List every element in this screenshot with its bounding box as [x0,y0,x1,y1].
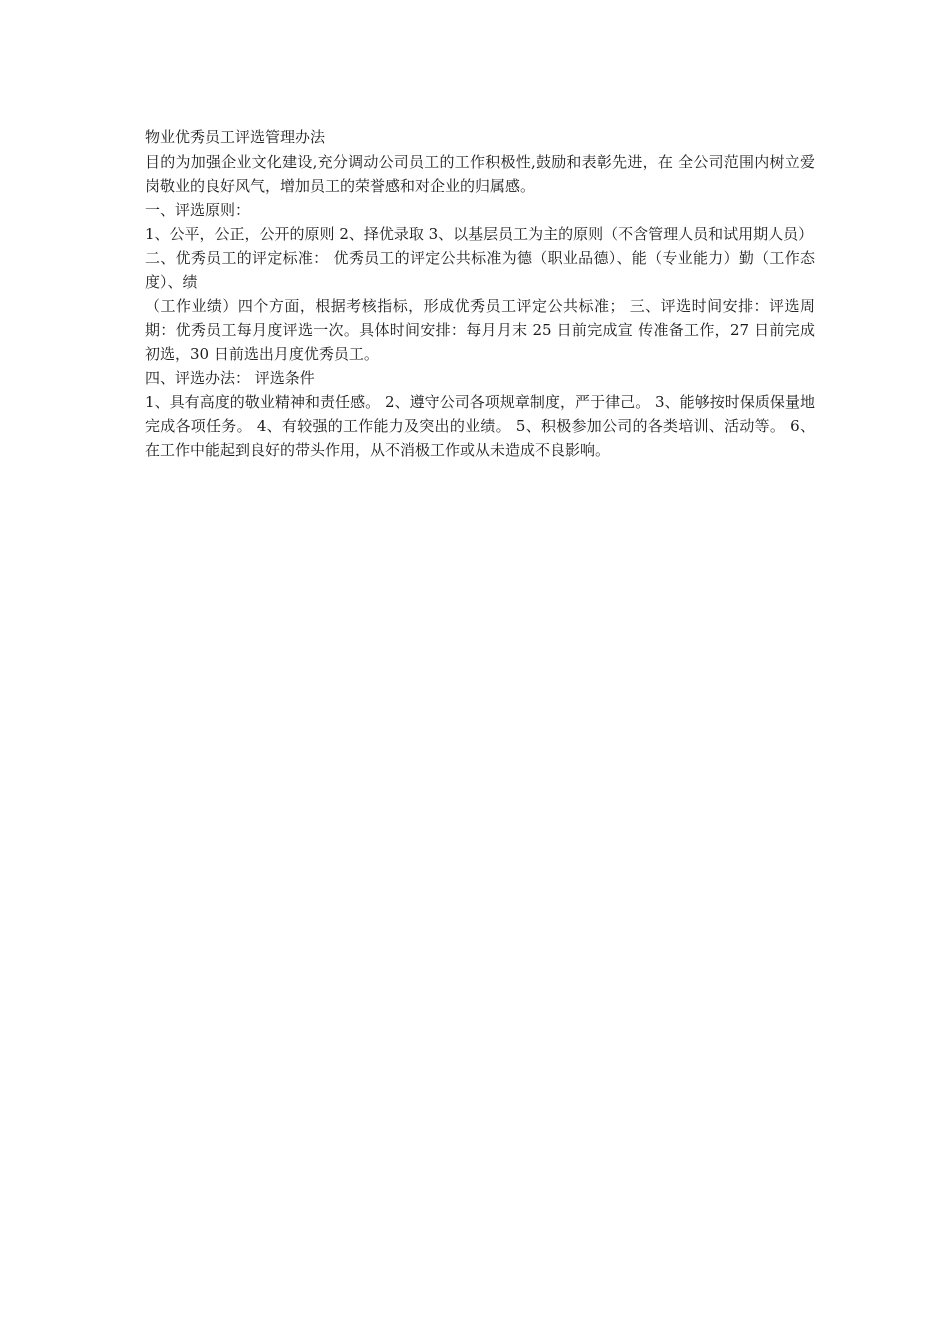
paragraph-schedule: （工作业绩）四个方面，根据考核指标，形成优秀员工评定公共标准； 三、评选时间安排：评选周期：优秀员工每月度评选一次。具体时间安排：每月月末 25 日前完成宣 传准备工作，27 日前完成初选，30 日前选出月度优秀员工。 [145,297,815,363]
section-heading-principles: 一、评选原则： [145,201,251,219]
paragraph-criteria: 二、优秀员工的评定标准： 优秀员工的评定公共标准为德（职业品德）、能（专业能力）勤（工作态度）、绩 [145,249,815,291]
document-page [145,126,815,462]
paragraph-conditions: 1、具有高度的敬业精神和责任感。 2、遵守公司各项规章制度，严于律己。 3、能够按时保质保量地完成各项任务。 4、有较强的工作能力及突出的业绩。 5、积极参加公司的各类培训、活动等。 6、在工作中能起到良好的带头作用，从不消极工作或从未造成不良影响。 [145,393,815,459]
paragraph-principles: 1、公平，公正，公开的原则 2、择优录取 3、以基层员工为主的原则（不含管理人员和试用期人员） [145,225,814,243]
section-heading-method: 四、评选办法： 评选条件 [145,369,315,387]
paragraph-purpose: 目的为加强企业文化建设,充分调动公司员工的工作积极性,鼓励和表彰先进，在 全公司范围内树立爱岗敬业的良好风气，增加员工的荣誉感和对企业的归属感。 [145,153,815,195]
document-title: 物业优秀员工评选管理办法 [145,128,326,146]
